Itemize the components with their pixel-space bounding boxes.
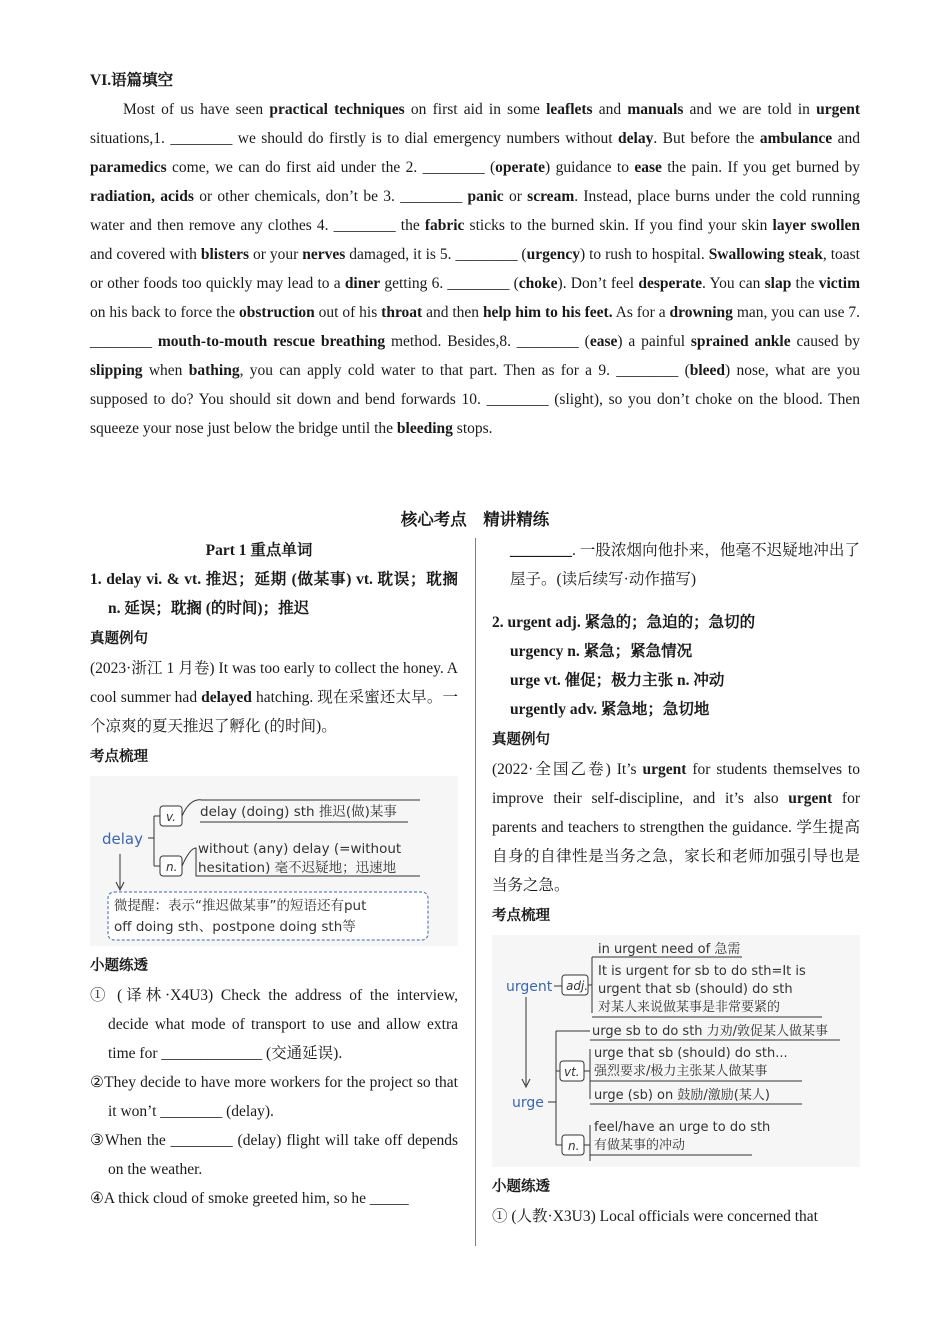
passage-text: method. Besides,8. ________ ( <box>385 333 590 350</box>
adj-line3: urgent that sb (should) do sth <box>598 982 793 997</box>
passage-keyword: practical techniques <box>269 101 405 118</box>
passage-text: on first aid in some <box>404 101 547 118</box>
passage-text: the <box>791 275 819 292</box>
tip-line2: off doing sth、postpone doing sth等 <box>114 919 356 935</box>
passage-text: , you can apply cold water to that part. Then as for a 9. ________ ( <box>239 362 690 379</box>
passage-text: caused by <box>790 333 861 350</box>
root-urgent: urgent <box>506 979 553 995</box>
passage-text: . But before the <box>653 130 760 147</box>
urge-line1: urge sb to do sth 力劝/敦促某人做某事 <box>592 1024 829 1039</box>
adj-line2: It is urgent for sb to do sth=It is <box>598 964 806 979</box>
urgent-diagram <box>492 935 860 1167</box>
example-delay: (2023·浙江 1 月卷) It was too early to collect the honey. A cool summer had delayed hatching. 现在采蜜还太早。一个凉爽的夏天推迟了孵化 (的时间)。 <box>90 660 458 735</box>
tip-line1: 微提醒：表示“推迟做某事”的短语还有put <box>114 898 367 914</box>
passage-keyword: scream <box>527 188 575 205</box>
n-text2: hesitation) 毫不迟疑地；迅速地 <box>198 860 397 876</box>
passage-text: ) to rush to hospital. <box>579 246 709 263</box>
passage-text: on his back to force the <box>90 304 239 321</box>
passage-text: man, you can use 7. ________ <box>90 304 860 350</box>
passage-text: stops. <box>452 420 493 437</box>
practice-q3: ③When the ________ (delay) flight will take off depends on the weather. <box>90 1132 458 1178</box>
entry-urge: urge vt. 催促；极力主张 n. 冲动 <box>510 672 725 689</box>
passage-text: out of his <box>314 304 382 321</box>
passage-keyword: bleeding <box>396 420 453 437</box>
passage-keyword: urgency <box>526 246 580 263</box>
passage-text: ). Don’t feel <box>557 275 639 292</box>
passage-keyword: diner <box>344 275 381 292</box>
n-tag: n. <box>568 1139 580 1153</box>
section-heading: VI.语篇填空 <box>90 72 174 89</box>
delay-diagram <box>90 776 458 946</box>
passage-text: and <box>592 101 628 118</box>
vt-tag: vt. <box>564 1065 580 1079</box>
passage-keyword: radiation, acids <box>90 188 194 205</box>
passage-keyword: victim <box>818 275 861 292</box>
passage-text: . You can <box>702 275 765 292</box>
example-label: 真题例句 <box>90 631 148 647</box>
passage-keyword: drowning <box>669 304 733 321</box>
urge-line6: 有做某事的冲动 <box>594 1138 686 1153</box>
practice-q1: ① (人教·X3U3) Local officials were concerned that <box>492 1208 818 1225</box>
practice-q1: ① (译林·X4U3) Check the address of the interview, decide what mode of transport to use and allow extra time for _____________ (交通延误). <box>90 987 458 1062</box>
passage-keyword: Swallowing steak <box>708 246 823 263</box>
passage-text: and then <box>422 304 483 321</box>
example-label: 真题例句 <box>492 732 550 748</box>
entry-urgent: 2. urgent adj. 紧急的；急迫的；急切的 <box>492 614 756 631</box>
passage-text: As for a <box>612 304 670 321</box>
passage-text: when <box>142 362 189 379</box>
entry-urgency: urgency n. 紧急；紧急情况 <box>510 643 693 660</box>
n-text1: without (any) delay (=without <box>198 841 402 857</box>
points-label: 考点梳理 <box>90 749 148 765</box>
passage-text: getting 6. ________ ( <box>380 275 519 292</box>
passage-keyword: operate <box>495 159 546 176</box>
v-text: delay (doing) sth 推迟(做)某事 <box>200 804 397 820</box>
passage-text: damaged, it is 5. ________ ( <box>345 246 527 263</box>
passage-text: or <box>503 188 528 205</box>
passage-keyword: layer swollen <box>772 217 861 234</box>
passage-keyword: slap <box>764 275 792 292</box>
right-column <box>492 536 860 1231</box>
core-title: 核心考点 精讲精练 <box>400 510 550 529</box>
passage-text: ) nose, what are you supposed to do? You should sit down and bend forwards 10. ________ (slight), so you don’t choke on the blood. Then squeeze your nose just below the bridge until the <box>90 362 860 437</box>
urge-line3: 强烈要求/极力主张某人做某事 <box>594 1064 768 1079</box>
passage-keyword: manuals <box>627 101 684 118</box>
adj-tag: adj. <box>566 979 589 993</box>
passage-keyword: ease <box>589 333 618 350</box>
points-label: 考点梳理 <box>492 908 550 924</box>
passage-keyword: sprained ankle <box>690 333 791 350</box>
n-tag: n. <box>166 860 178 874</box>
practice-q4: ④A thick cloud of smoke greeted him, so he _____ <box>90 1190 409 1207</box>
adj-line1: in urgent need of 急需 <box>598 942 741 957</box>
passage-keyword: ease <box>634 159 662 176</box>
root-urge: urge <box>512 1095 544 1111</box>
passage-keyword: nerves <box>302 246 346 263</box>
passage-text: and <box>832 130 860 147</box>
diagram-root: delay <box>102 830 143 848</box>
part-title: Part 1 重点单词 <box>205 542 313 559</box>
passage-text: , toast or other foods too quickly may lead to a <box>90 246 860 292</box>
left-column <box>90 536 458 1213</box>
passage-keyword: obstruction <box>239 304 315 321</box>
passage-text: or your <box>249 246 303 263</box>
passage-keyword: bleed <box>689 362 726 379</box>
passage-keyword: help him to his feet. <box>482 304 613 321</box>
passage-keyword: ambulance <box>759 130 833 147</box>
example-urgent: (2022·全国乙卷) It’s urgent for students themselves to improve their self-discipline, and it’s also urgent for parents and teachers to strengthen the guidance. 学生提高自身的自律性是当务之急，家长和老师加强引导也是当务之急。 <box>492 761 860 894</box>
passage-keyword: throat <box>381 304 423 321</box>
passage-text: . Instead, place burns under the cold running water and then remove any clothes 4. ________ the <box>90 188 861 234</box>
adj-line4: 对某人来说做某事是非常要紧的 <box>598 1000 781 1015</box>
passage-text: situations,1. ________ we should do firstly is to dial emergency numbers without <box>90 130 619 147</box>
passage-keyword: fabric <box>424 217 465 234</box>
practice-label: 小题练透 <box>492 1179 550 1195</box>
passage-text: come, we can do first aid under the 2. ________ ( <box>166 159 496 176</box>
passage-keyword: panic <box>467 188 504 205</box>
urge-line2: urge that sb (should) do sth... <box>594 1046 788 1061</box>
passage-keyword: bathing <box>188 362 240 379</box>
passage-keyword: blisters <box>200 246 250 263</box>
passage-keyword: leaflets <box>546 101 593 118</box>
urge-line5: feel/have an urge to do sth <box>594 1120 771 1135</box>
passage-text: and covered with <box>90 246 201 263</box>
passage-keyword: urgent <box>816 101 861 118</box>
passage-keyword: desperate <box>638 275 703 292</box>
practice-label: 小题练透 <box>90 958 148 974</box>
urge-line4: urge (sb) on 鼓励/激励(某人) <box>594 1088 770 1103</box>
passage-text: Most of us have seen <box>123 101 270 118</box>
passage-keyword: paramedics <box>90 159 167 176</box>
passage-text: ) a painful <box>617 333 691 350</box>
passage-text: sticks to the burned skin. If you find your skin <box>464 217 773 234</box>
entry-urgently: urgently adv. 紧急地；急切地 <box>510 701 710 718</box>
practice-q4-continued: ________. 一股浓烟向他扑来，他毫不迟疑地冲出了屋子。(读后续写·动作描写) <box>510 542 860 588</box>
passage-text: and we are told in <box>683 101 817 118</box>
passage-keyword: slipping <box>90 362 143 379</box>
passage-keyword: mouth-to-mouth rescue breathing <box>157 333 386 350</box>
passage-keyword: delay <box>618 130 654 147</box>
practice-q2: ②They decide to have more workers for the project so that it won’t ________ (delay). <box>90 1074 458 1120</box>
passage-text: the pain. If you get burned by <box>661 159 860 176</box>
column-divider <box>475 538 476 1246</box>
passage-text: or other chemicals, don’t be 3. ________ <box>193 188 468 205</box>
passage-text: ) guidance to <box>545 159 635 176</box>
passage-keyword: choke <box>518 275 558 292</box>
v-tag: v. <box>166 810 176 824</box>
cloze-passage <box>90 95 860 443</box>
entry-delay: 1. delay vi. & vt. 推迟；延期 (做某事) vt. 耽误；耽搁 n. 延误；耽搁 (的时间)；推迟 <box>90 571 459 617</box>
